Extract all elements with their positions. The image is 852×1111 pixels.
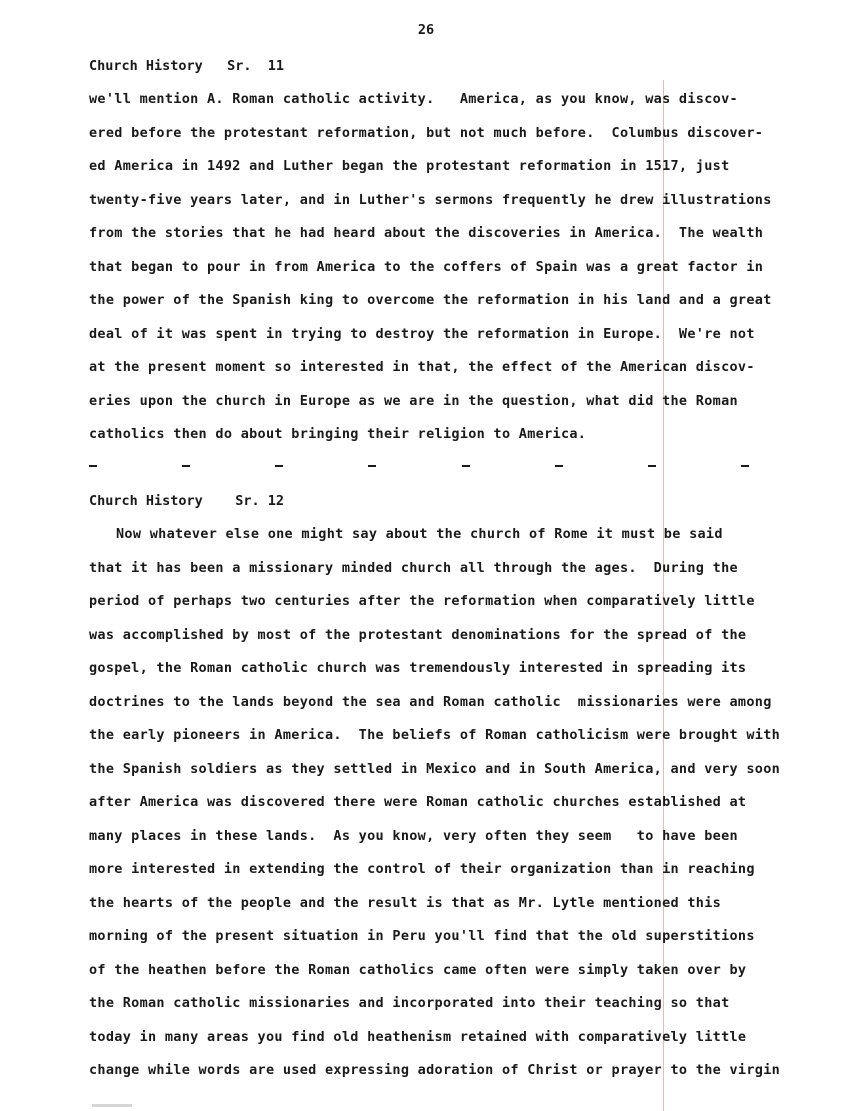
text-line: at the present moment so interested in that, the effect of the American discov- bbox=[89, 359, 755, 376]
text-line: after America was discovered there were Roman catholic churches established at bbox=[89, 794, 747, 811]
section-divider bbox=[89, 456, 749, 476]
paper-smudge bbox=[92, 1104, 132, 1107]
text-line: period of perhaps two centuries after the reformation when comparatively little bbox=[89, 593, 755, 610]
section-sr-12 bbox=[89, 485, 789, 1088]
text-line: from the stories that he had heard about the discoveries in America. The wealth bbox=[89, 225, 764, 242]
text-line: ered before the protestant reformation, but not much before. Columbus discover- bbox=[89, 124, 764, 141]
section-heading: Church History Sr. 12 bbox=[89, 493, 285, 509]
section-heading: Church History Sr. 11 bbox=[89, 58, 285, 74]
text-line: change while words are used expressing adoration of Christ or prayer to the virgin bbox=[89, 1062, 781, 1079]
text-line: that began to pour in from America to the coffers of Spain was a great factor in bbox=[89, 258, 764, 275]
text-line: deal of it was spent in trying to destroy the reformation in Europe. We're not bbox=[89, 325, 755, 342]
divider-dash bbox=[462, 465, 470, 467]
text-line: Now whatever else one might say about the church of Rome it must be said bbox=[116, 526, 723, 543]
text-line: ed America in 1492 and Luther began the protestant reformation in 1517, just bbox=[89, 158, 730, 175]
text-line: gospel, the Roman catholic church was tremendously interested in spreading its bbox=[89, 660, 747, 677]
text-line: doctrines to the lands beyond the sea and Roman catholic missionaries were among bbox=[89, 693, 772, 710]
divider-dash bbox=[741, 465, 749, 467]
text-line: today in many areas you find old heathenism retained with comparatively little bbox=[89, 1028, 747, 1045]
divider-dash bbox=[555, 465, 563, 467]
text-line: more interested in extending the control of their organization than in reaching bbox=[89, 861, 755, 878]
text-line: of the heathen before the Roman catholics came often were simply taken over by bbox=[89, 961, 747, 978]
section-sr-11 bbox=[89, 50, 789, 452]
text-line: the power of the Spanish king to overcome the reformation in his land and a great bbox=[89, 292, 772, 309]
text-line: we'll mention A. Roman catholic activity. America, as you know, was discov- bbox=[89, 91, 738, 108]
text-line: catholics then do about bringing their religion to America. bbox=[89, 426, 587, 443]
text-line: the Spanish soldiers as they settled in Mexico and in South America, and very soon bbox=[89, 760, 781, 777]
text-line: the early pioneers in America. The beliefs of Roman catholicism were brought with bbox=[89, 727, 781, 744]
text-line: morning of the present situation in Peru you'll find that the old superstitions bbox=[89, 928, 755, 945]
divider-dash bbox=[648, 465, 656, 467]
text-line: eries upon the church in Europe as we are in the question, what did the Roman bbox=[89, 392, 738, 409]
text-line: that it has been a missionary minded church all through the ages. During the bbox=[89, 559, 738, 576]
text-line: many places in these lands. As you know, very often they seem to have been bbox=[89, 827, 738, 844]
divider-dash bbox=[182, 465, 190, 467]
divider-dash bbox=[275, 465, 283, 467]
divider-dash bbox=[368, 465, 376, 467]
text-line: the Roman catholic missionaries and incorporated into their teaching so that bbox=[89, 995, 730, 1012]
text-line: twenty-five years later, and in Luther's sermons frequently he drew illustrations bbox=[89, 191, 772, 208]
text-line: the hearts of the people and the result is that as Mr. Lytle mentioned this bbox=[89, 894, 722, 911]
page-number: 26 bbox=[417, 22, 435, 38]
divider-dash bbox=[89, 465, 97, 467]
text-line: was accomplished by most of the protestant denominations for the spread of the bbox=[89, 626, 747, 643]
